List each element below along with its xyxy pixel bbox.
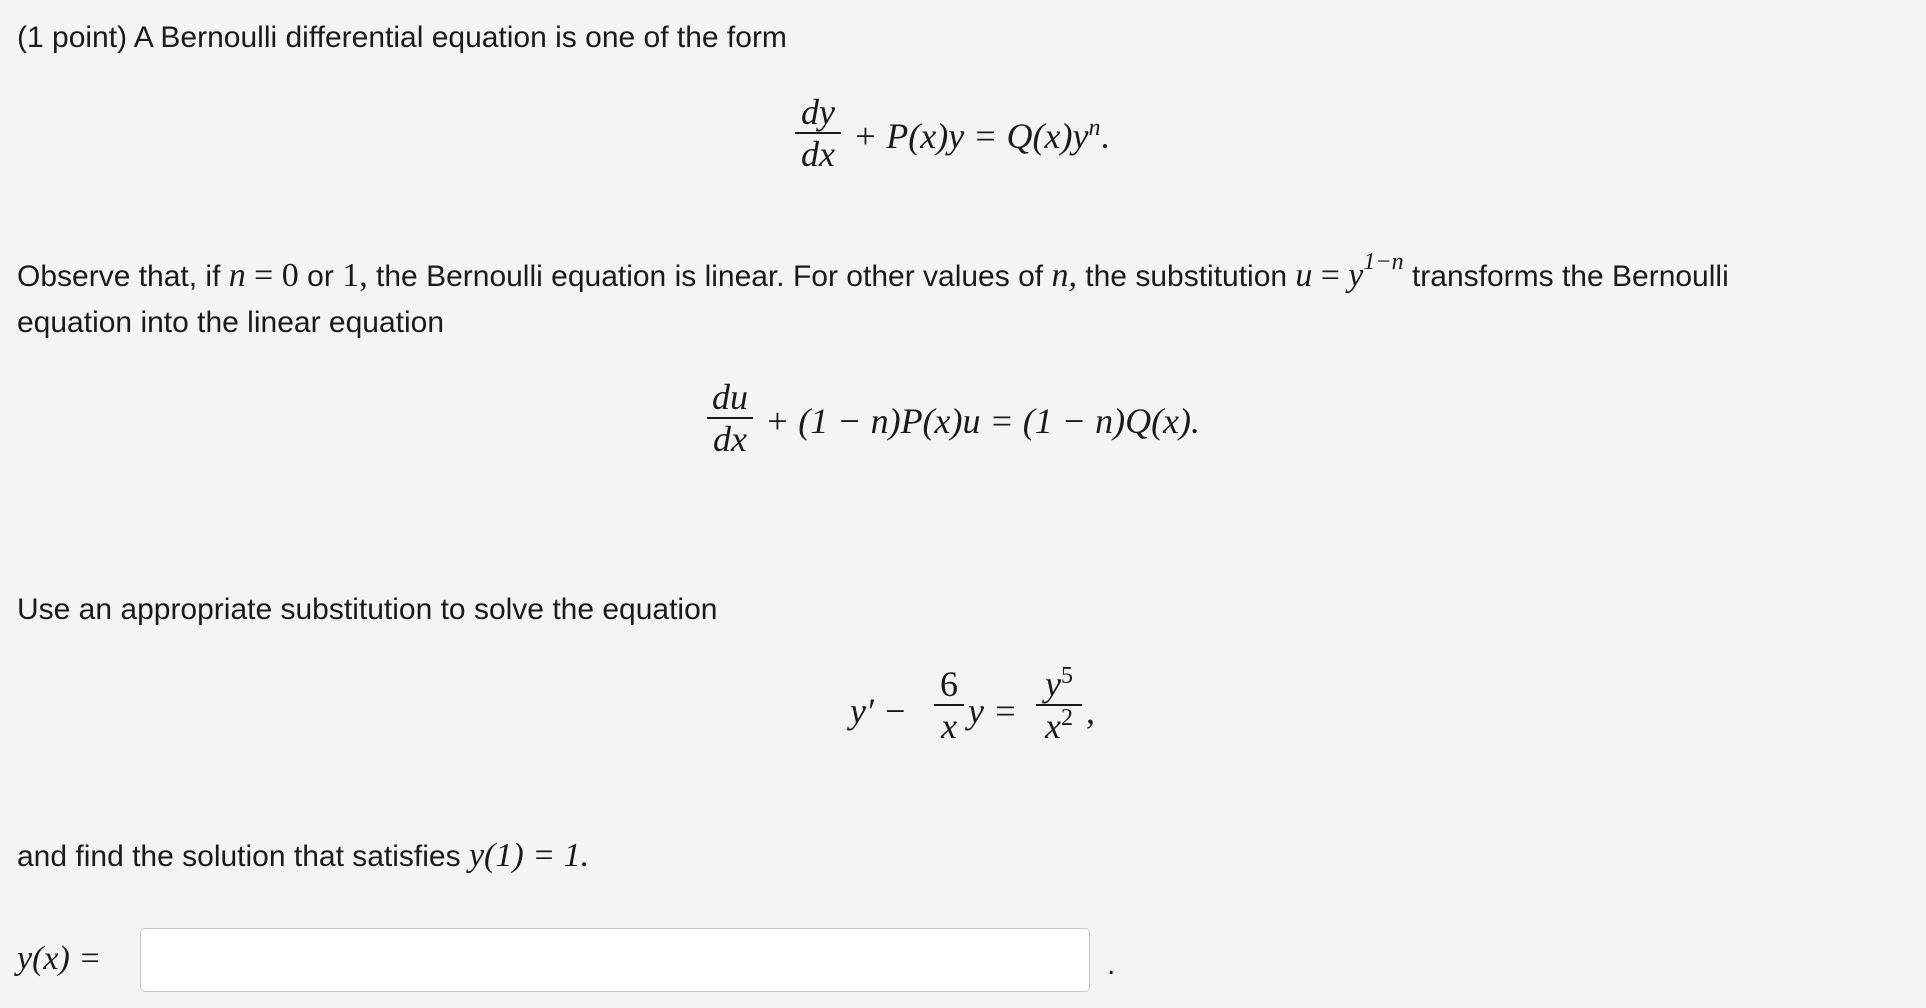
fraction-du-dx	[707, 377, 753, 459]
problem-header: (1 point) A Bernoulli differential equation is one of the form	[17, 21, 787, 54]
use-substitution-text: Use an appropriate substitution to solve the equation	[17, 593, 718, 626]
observe-line-1	[17, 249, 1729, 295]
answer-label	[17, 940, 101, 978]
fraction-dy-dx	[795, 92, 841, 174]
fraction-denominator: x	[941, 706, 957, 746]
find-solution-line	[17, 838, 589, 875]
fraction-numerator	[1036, 664, 1082, 704]
equation-lhs: y′ −	[850, 691, 908, 731]
fraction-numerator: 6	[940, 664, 958, 704]
denominator-base: x	[1045, 706, 1061, 746]
observe-exponent: 1−n	[1363, 249, 1404, 275]
numerator-base: y	[1045, 664, 1061, 704]
observe-var-n2: n,	[1051, 257, 1077, 294]
answer-label-text: y(x) =	[17, 940, 102, 977]
fraction-y5-over-x2	[1036, 664, 1082, 746]
observe-text-2: the Bernoulli equation is linear. For other values of	[376, 260, 1044, 293]
observe-var-y: y	[1348, 257, 1364, 294]
observe-equals: =	[1320, 257, 1340, 294]
exponent-n: n	[1088, 115, 1101, 141]
equation-linear-form	[707, 377, 1267, 467]
fraction-6-over-x	[934, 664, 964, 746]
observe-line-2: equation into the linear equation	[17, 306, 445, 339]
observe-eq-0: = 0	[254, 257, 299, 294]
initial-condition-text: y(1) = 1.	[468, 837, 590, 874]
observe-var-n: n	[228, 257, 246, 294]
numerator-exponent: 5	[1060, 663, 1073, 689]
equation-bernoulli-form	[795, 92, 1175, 182]
answer-input[interactable]	[140, 928, 1090, 992]
observe-text-4: transforms the Bernoulli	[1411, 260, 1729, 293]
observe-or: or	[307, 260, 334, 293]
equation-body: + (1 − n)P(x)u = (1 − n)Q(x).	[765, 401, 1201, 441]
initial-condition	[469, 837, 589, 874]
fraction-denominator: dx	[801, 134, 835, 174]
fraction-denominator: dx	[713, 419, 747, 459]
equation-to-solve	[850, 664, 1150, 764]
observe-text-3: the substitution	[1085, 260, 1288, 293]
equation-period: .	[1100, 116, 1110, 156]
equation-rest	[853, 115, 1109, 157]
equation-comma: ,	[1086, 691, 1095, 731]
equation-mid: y =	[968, 691, 1018, 731]
denominator-exponent: 2	[1060, 705, 1073, 731]
observe-var-u: u	[1295, 257, 1313, 294]
fraction-numerator: dy	[801, 92, 835, 132]
observe-value-1: 1,	[342, 257, 368, 294]
fraction-denominator	[1036, 706, 1082, 746]
observe-text-1: Observe that, if	[17, 260, 221, 293]
find-solution-text: and find the solution that satisfies	[17, 840, 461, 873]
answer-trailing-period: .	[1107, 948, 1116, 981]
fraction-numerator: du	[712, 377, 748, 417]
equation-body: + P(x)y = Q(x)y	[853, 116, 1089, 156]
